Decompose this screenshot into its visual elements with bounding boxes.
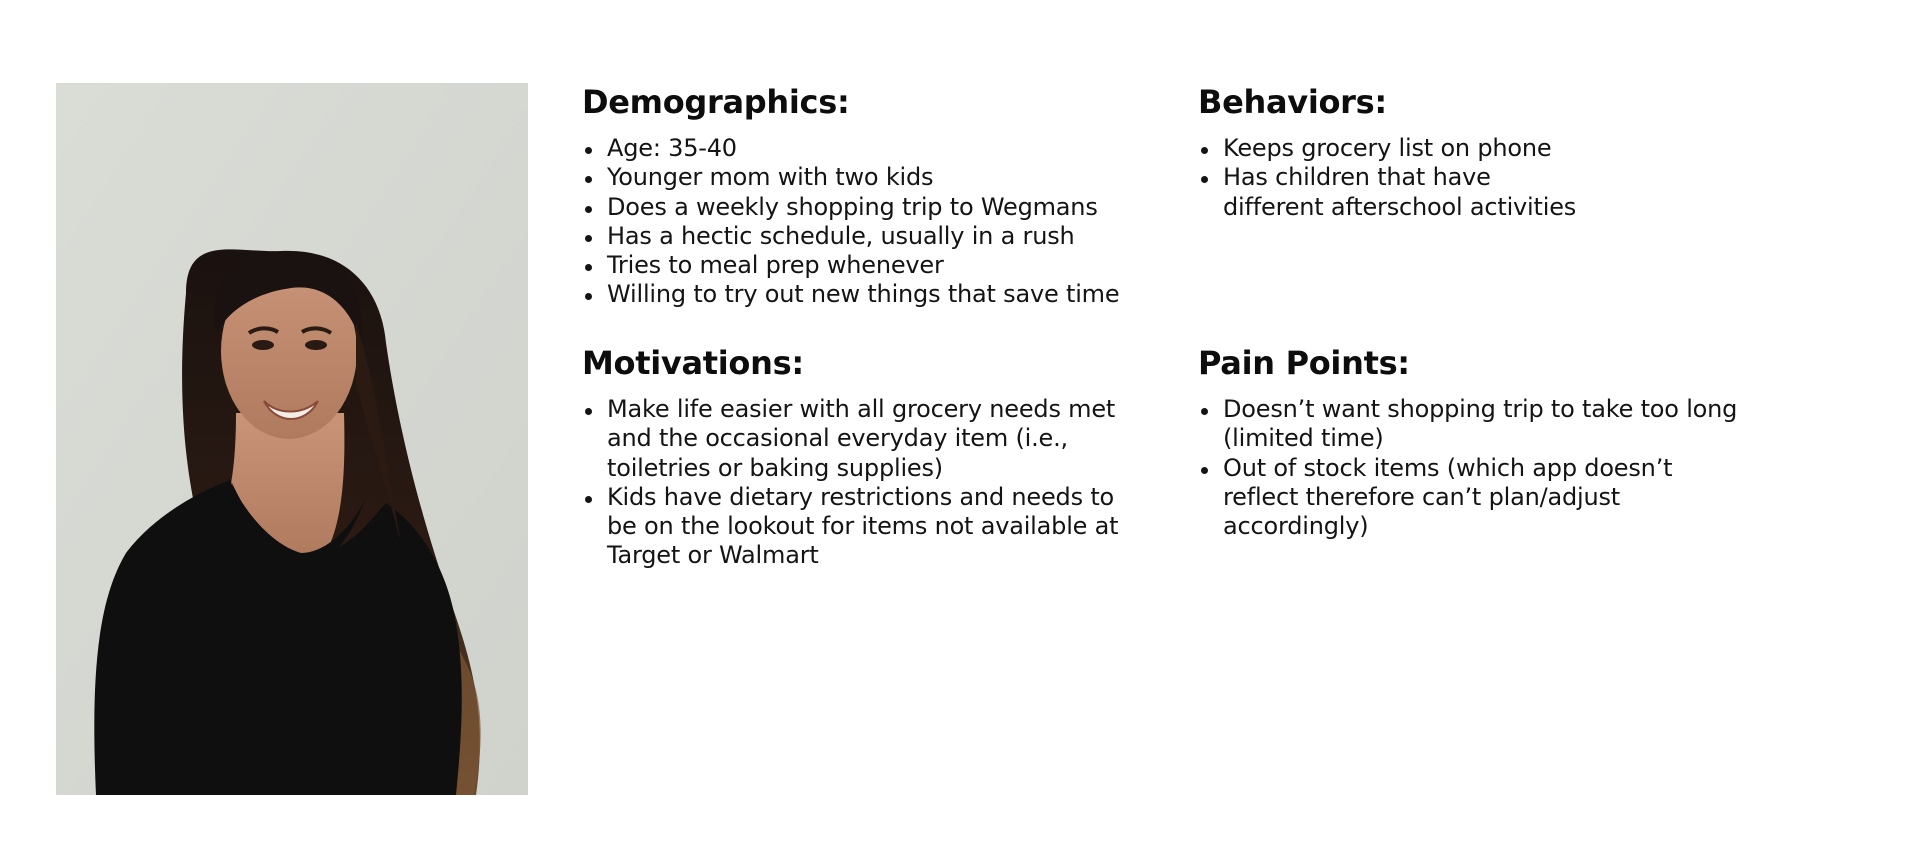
behaviors-section bbox=[1198, 80, 1758, 222]
list-item: Out of stock items (which app doesn’t reflect therefore can’t plan/adjust accordingly) bbox=[1198, 454, 1738, 542]
pain-points-title: Pain Points: bbox=[1198, 344, 1410, 382]
list-item: Doesn’t want shopping trip to take too long (limited time) bbox=[1198, 395, 1738, 454]
list-item: Younger mom with two kids bbox=[582, 163, 1122, 192]
list-item: Kids have dietary restrictions and needs to be on the lookout for items not available at Target or Walmart bbox=[582, 483, 1122, 571]
list-item: Age: 35-40 bbox=[582, 134, 1122, 163]
demographics-title: Demographics: bbox=[582, 83, 850, 121]
pain-points-list bbox=[1198, 395, 1758, 541]
demographics-list bbox=[582, 134, 1142, 310]
motivations-title: Motivations: bbox=[582, 344, 804, 382]
list-item: Make life easier with all grocery needs met and the occasional everyday item (i.e., toiletries or baking supplies) bbox=[582, 395, 1122, 483]
demographics-section bbox=[582, 80, 1142, 310]
motivations-section bbox=[582, 341, 1142, 571]
list-item: Does a weekly shopping trip to Wegmans bbox=[582, 193, 1122, 222]
list-item: Willing to try out new things that save time bbox=[582, 280, 1122, 309]
pain-points-section bbox=[1198, 341, 1758, 541]
list-item: Has a hectic schedule, usually in a rush bbox=[582, 222, 1122, 251]
list-item: Keeps grocery list on phone bbox=[1198, 134, 1758, 163]
list-item: Has children that have different afterschool activities bbox=[1198, 163, 1598, 222]
list-item: Tries to meal prep whenever bbox=[582, 251, 1122, 280]
persona-photo-illustration bbox=[56, 83, 528, 795]
behaviors-title: Behaviors: bbox=[1198, 83, 1387, 121]
behaviors-list bbox=[1198, 134, 1758, 222]
motivations-list bbox=[582, 395, 1142, 571]
persona-photo bbox=[56, 83, 528, 795]
